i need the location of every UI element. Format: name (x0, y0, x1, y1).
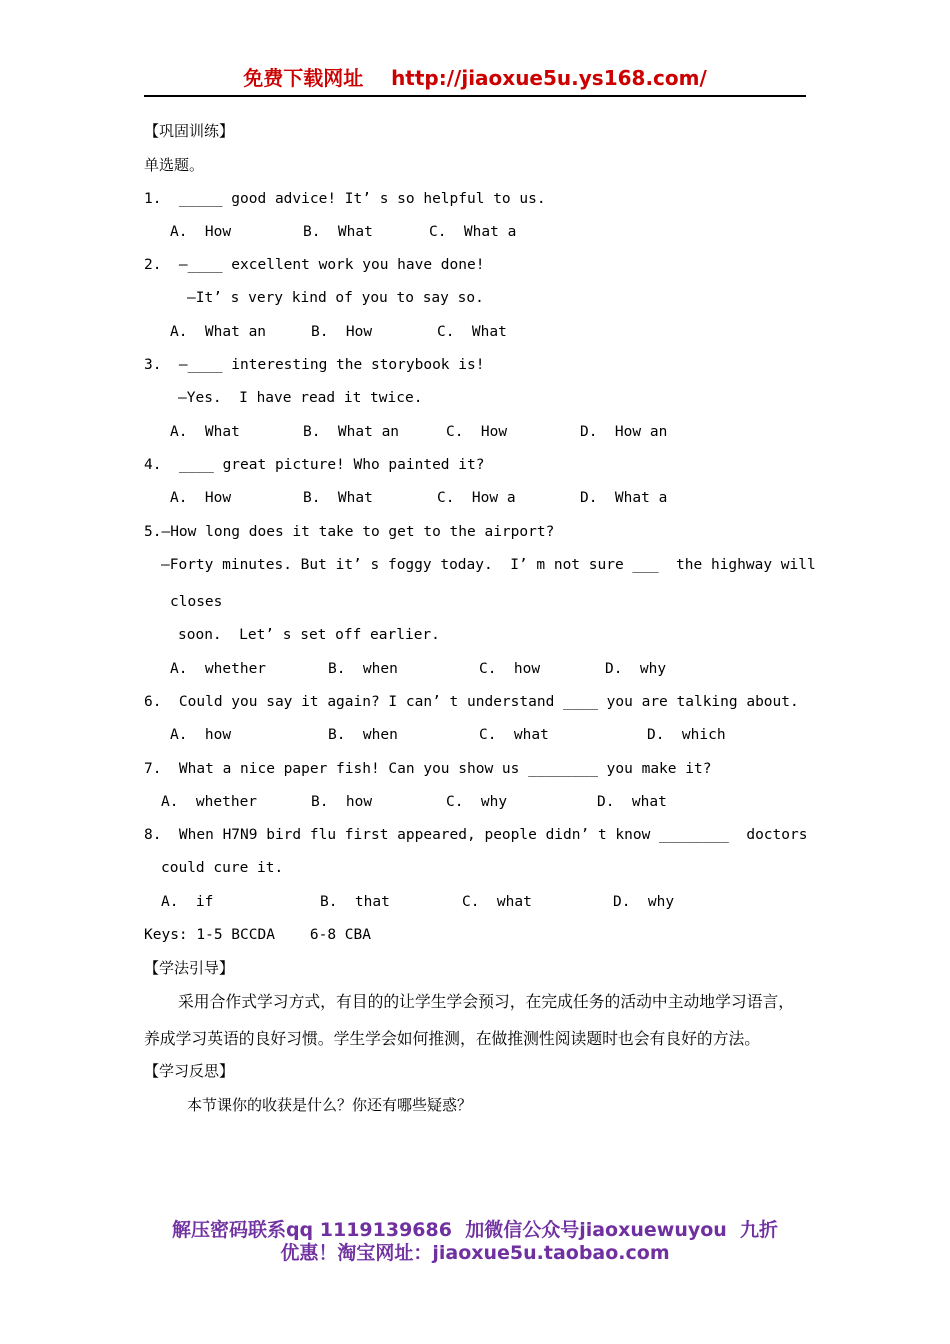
question-3-option-a: A. What (170, 424, 240, 440)
question-6-option-c: C. what (479, 727, 549, 743)
question-4-option-b: B. What (303, 490, 373, 506)
question-4-option-a: A. How (170, 490, 232, 506)
question-8-stem-cont: could cure it. (161, 860, 284, 876)
question-1-option-a: A. How (170, 224, 232, 240)
question-2-option-a: A. What an (170, 324, 267, 340)
question-5-reply-cont-2: soon. Let’ s set off earlier. (178, 627, 440, 643)
question-3-option-b: B. What an (303, 424, 400, 440)
footer-line-2: 优惠！淘宝网址：jiaoxue5u.taobao.com (280, 1242, 670, 1264)
header-url[interactable]: http://jiaoxue5u.ys168.com/ (391, 66, 707, 90)
question-3-option-d: D. How an (580, 424, 668, 440)
question-3-reply: —Yes. I have read it twice. (178, 390, 423, 406)
question-2-option-c: C. What (437, 324, 507, 340)
question-8-option-a: A. if (161, 894, 214, 910)
question-8-option-d: D. why (613, 894, 675, 910)
question-8-stem: 8. When H7N9 bird flu first appeared, people didn’ t know ________ doctors (144, 827, 808, 843)
question-5-option-a: A. whether (170, 661, 267, 677)
question-5-option-b: B. when (328, 661, 398, 677)
instruction: 单选题。 (144, 156, 205, 174)
question-6-option-d: D. which (647, 727, 726, 743)
header-rule (144, 95, 806, 97)
question-1-stem: 1. _____ good advice! It’ s so helpful to us. (144, 191, 546, 207)
question-6-option-b: B. when (328, 727, 398, 743)
question-7-option-a: A. whether (161, 794, 258, 810)
question-6-option-a: A. how (170, 727, 232, 743)
method-text-line-1: 采用合作式学习方式，有目的的让学生学会预习，在完成任务的活动中主动地学习语言， (178, 992, 795, 1011)
question-4-option-d: D. What a (580, 490, 668, 506)
question-7-stem: 7. What a nice paper fish! Can you show us ________ you make it? (144, 761, 712, 777)
section-title-reflection: 【学习反思】 (144, 1062, 235, 1080)
question-2-reply: —It’ s very kind of you to say so. (187, 290, 484, 306)
question-7-option-b: B. how (311, 794, 373, 810)
question-5-stem: 5.—How long does it take to get to the airport? (144, 524, 555, 540)
method-text-line-2: 养成学习英语的良好习惯。学生学会如何推测，在做推测性阅读题时也会有良好的方法。 (144, 1029, 761, 1048)
answer-keys: Keys: 1-5 BCCDA 6-8 CBA (144, 927, 371, 943)
question-3-option-c: C. How (446, 424, 508, 440)
question-8-option-b: B. that (320, 894, 390, 910)
page-header (0, 68, 950, 88)
question-7-option-c: C. why (446, 794, 508, 810)
question-4-option-c: C. How a (437, 490, 516, 506)
question-5-option-d: D. why (605, 661, 667, 677)
question-1-option-c: C. What a (429, 224, 517, 240)
section-title-method: 【学法引导】 (144, 959, 235, 977)
question-5-reply-cont-1: closes (170, 594, 223, 610)
reflection-text: 本节课你的收获是什么？你还有哪些疑惑？ (187, 1096, 473, 1114)
question-1-option-b: B. What (303, 224, 373, 240)
question-2-option-b: B. How (311, 324, 373, 340)
section-title-practice: 【巩固训练】 (144, 122, 235, 140)
footer-line-1: 解压密码联系qq 1119139686 加微信公众号jiaoxuewuyou 九折 (171, 1219, 779, 1241)
question-8-option-c: C. what (462, 894, 532, 910)
question-5-option-c: C. how (479, 661, 541, 677)
question-5-reply: —Forty minutes. But it’ s foggy today. I’ m not sure ___ the highway will (161, 557, 816, 573)
header-label: 免费下载网址 (243, 66, 364, 90)
question-6-stem: 6. Could you say it again? I can’ t understand ____ you are talking about. (144, 694, 799, 710)
question-3-stem: 3. —____ interesting the storybook is! (144, 357, 485, 373)
question-4-stem: 4. ____ great picture! Who painted it? (144, 457, 485, 473)
question-7-option-d: D. what (597, 794, 667, 810)
question-2-stem: 2. —____ excellent work you have done! (144, 257, 485, 273)
